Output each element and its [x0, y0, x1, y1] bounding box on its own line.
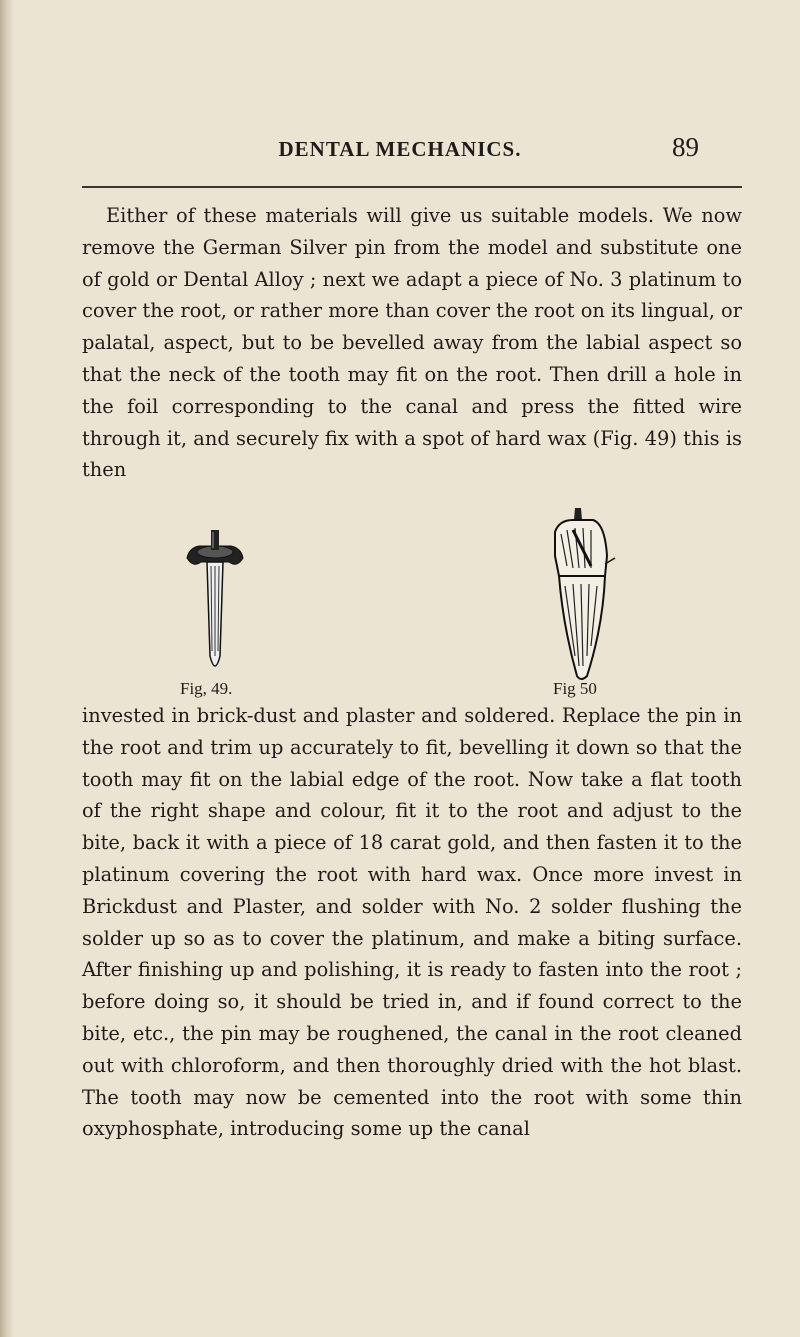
fig50-root [559, 576, 605, 679]
page-number: 89 [672, 132, 699, 162]
fig50-crown [555, 520, 615, 576]
fig49-pin-shaft [207, 562, 223, 666]
figure-49-illustration [185, 506, 245, 676]
page-binding-edge [0, 0, 14, 1337]
paragraph-1: Either of these materials will give us suitable models. We now remove the German Silver pin from the model and substitute one of gold or Dental Alloy ; next we adapt a piece of No. 3 platinum to cover the root, or rather more than cover the root on its lingual, or palatal, aspect, but to be bevelled away from the labial aspect so that the neck of the tooth may fit on the root. Then drill a hole in the foil corresponding to the canal and press the fitted wire through it, and securely fix with a spot of hard wax (Fig. 49) this is then [82, 204, 742, 482]
figure-50-caption: Fig 50 [553, 679, 597, 698]
running-header: DENTAL MECHANICS. [278, 137, 522, 161]
paragraph-2: invested in brick-dust and plaster and soldered. Replace the pin in the root and trim up accurately to fit, bevelling it down so that the tooth may fit on the labial edge of the root. Now take a flat tooth of the right shape and colour, fit it to the root and adjust to the bite, back it with a piece of 18 carat gold, and then fasten it to the platinum covering the root with hard wax. Once more invest in Brickdust and Plaster, and solder with No. 2 solder flushing the solder up so as to cover the platinum, and make a biting surface. After finishing up and polishing, it is ready to fasten into the root ; before doing so, it should be tried in, and if found correct to the bite, etc., the pin may be roughened, the canal in the root cleaned out with chloroform, and then thoroughly dried with the hot blast. The tooth may now be cemented into the root with some thin oxyphosphate, introducing some up the canal [82, 704, 742, 1141]
fig49-pin-top [211, 530, 219, 550]
figure-50-illustration [545, 506, 620, 681]
figure-49-caption: Fig, 49. [180, 679, 233, 698]
header-rule [82, 186, 742, 188]
